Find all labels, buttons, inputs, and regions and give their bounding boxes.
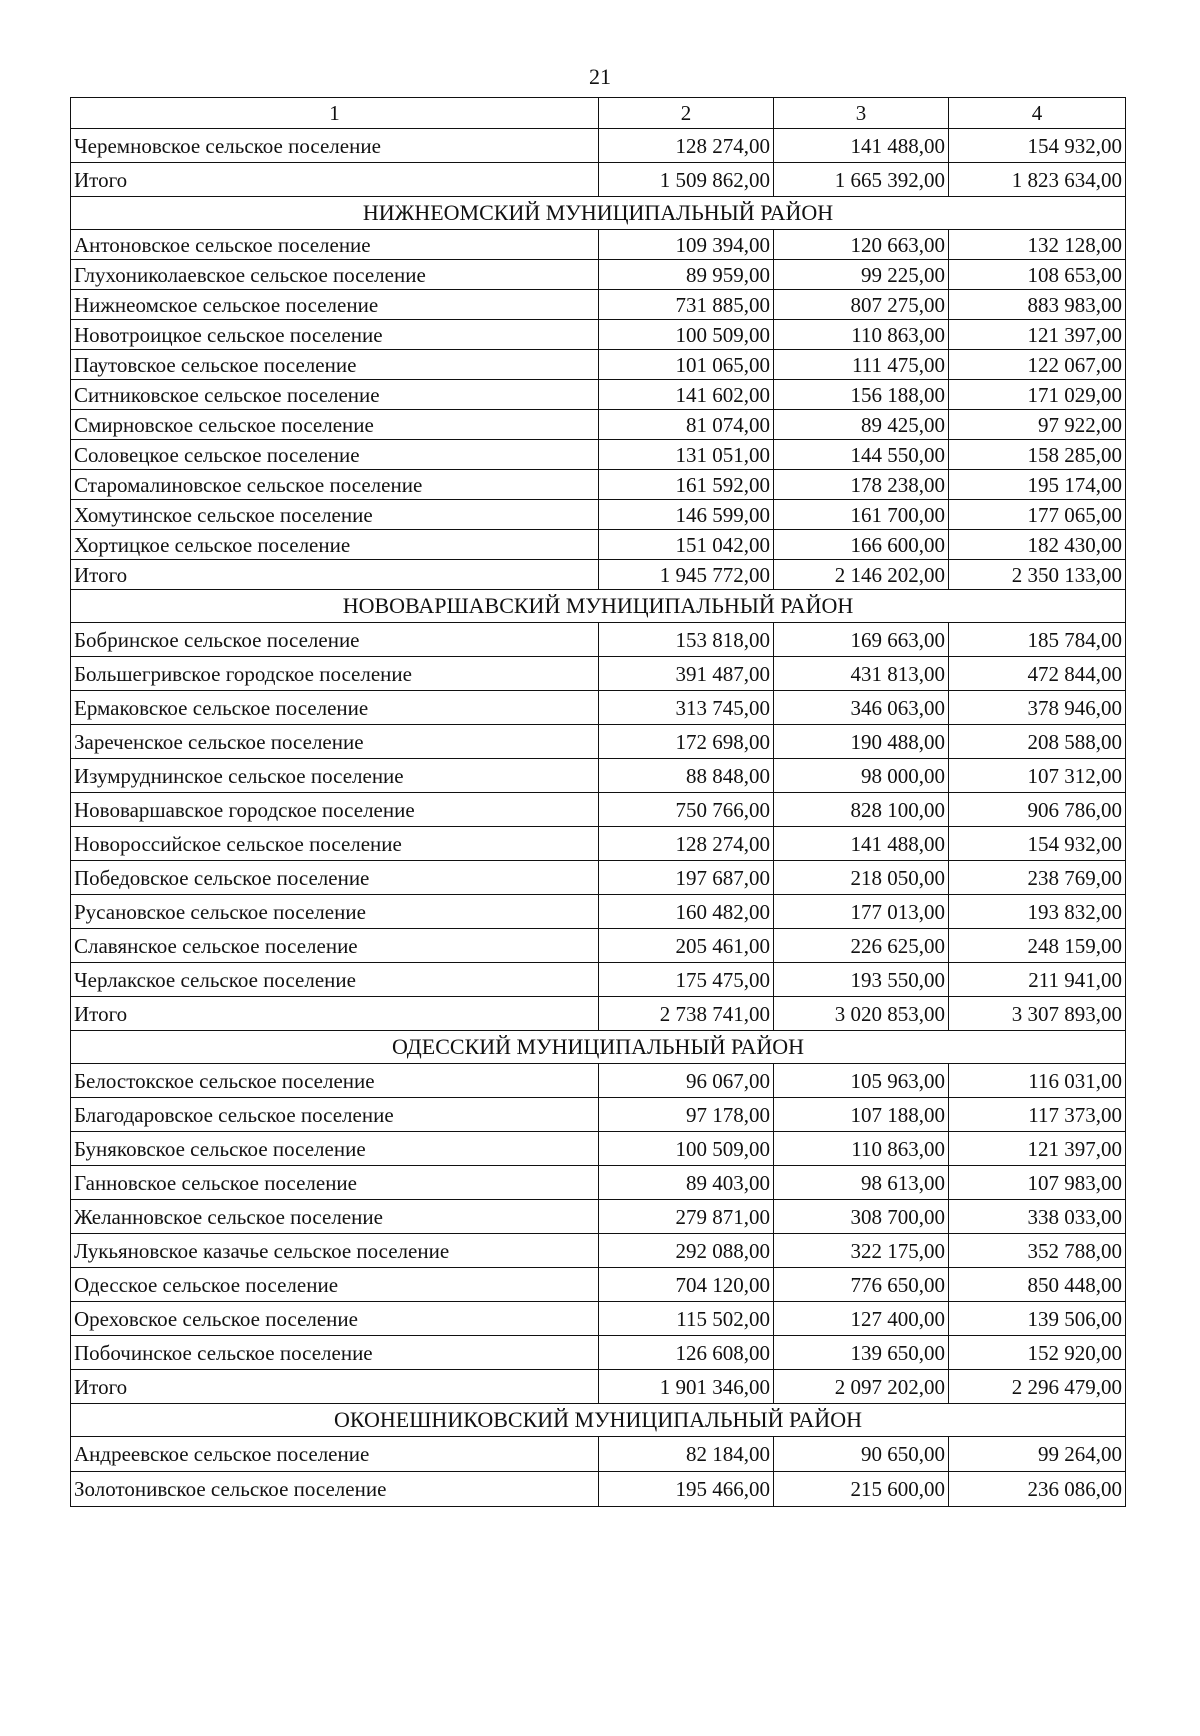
total-col2: 1 509 862,00 (599, 163, 774, 197)
value-col4: 158 285,00 (949, 440, 1126, 470)
table-row (71, 129, 1126, 163)
table-row (71, 725, 1126, 759)
table-row (71, 963, 1126, 997)
total-col2: 1 901 346,00 (599, 1370, 774, 1404)
value-col2: 704 120,00 (599, 1268, 774, 1302)
value-col3: 215 600,00 (774, 1472, 949, 1507)
table-row (71, 1200, 1126, 1234)
value-col4: 195 174,00 (949, 470, 1126, 500)
value-col2: 195 466,00 (599, 1472, 774, 1507)
district-header-row (71, 197, 1126, 230)
value-col4: 182 430,00 (949, 530, 1126, 560)
value-col2: 128 274,00 (599, 827, 774, 861)
value-col4: 208 588,00 (949, 725, 1126, 759)
value-col2: 81 074,00 (599, 410, 774, 440)
settlement-name: Зареченское сельское поселение (71, 725, 599, 759)
district-title: ОКОНЕШНИКОВСКИЙ МУНИЦИПАЛЬНЫЙ РАЙОН (71, 1404, 1126, 1437)
total-col2: 2 738 741,00 (599, 997, 774, 1031)
total-label: Итого (71, 163, 599, 197)
column-header-row (71, 98, 1126, 129)
table-row (71, 1166, 1126, 1200)
value-col3: 807 275,00 (774, 290, 949, 320)
table-row (71, 230, 1126, 260)
settlement-name: Старомалиновское сельское поселение (71, 470, 599, 500)
value-col4: 238 769,00 (949, 861, 1126, 895)
total-col4: 2 350 133,00 (949, 560, 1126, 590)
value-col2: 153 818,00 (599, 623, 774, 657)
settlement-name: Ореховское сельское поселение (71, 1302, 599, 1336)
value-col3: 111 475,00 (774, 350, 949, 380)
value-col3: 99 225,00 (774, 260, 949, 290)
value-col4: 352 788,00 (949, 1234, 1126, 1268)
value-col4: 121 397,00 (949, 320, 1126, 350)
value-col4: 883 983,00 (949, 290, 1126, 320)
table-row (71, 1336, 1126, 1370)
value-col2: 126 608,00 (599, 1336, 774, 1370)
value-col3: 161 700,00 (774, 500, 949, 530)
value-col4: 850 448,00 (949, 1268, 1126, 1302)
table-row (71, 793, 1126, 827)
settlement-name: Новотроицкое сельское поселение (71, 320, 599, 350)
table-row (71, 895, 1126, 929)
value-col3: 346 063,00 (774, 691, 949, 725)
value-col3: 89 425,00 (774, 410, 949, 440)
value-col4: 122 067,00 (949, 350, 1126, 380)
settlement-name: Белостокское сельское поселение (71, 1064, 599, 1098)
value-col3: 110 863,00 (774, 320, 949, 350)
value-col3: 98 613,00 (774, 1166, 949, 1200)
table-row (71, 350, 1126, 380)
value-col2: 160 482,00 (599, 895, 774, 929)
settlement-name: Ситниковское сельское поселение (71, 380, 599, 410)
table-row (71, 530, 1126, 560)
settlement-name: Одесское сельское поселение (71, 1268, 599, 1302)
settlement-name: Нижнеомское сельское поселение (71, 290, 599, 320)
total-col3: 3 020 853,00 (774, 997, 949, 1031)
value-col2: 205 461,00 (599, 929, 774, 963)
table-row (71, 1472, 1126, 1507)
total-col4: 3 307 893,00 (949, 997, 1126, 1031)
settlement-name: Побочинское сельское поселение (71, 1336, 599, 1370)
value-col3: 776 650,00 (774, 1268, 949, 1302)
district-header-row (71, 1031, 1126, 1064)
total-col4: 2 296 479,00 (949, 1370, 1126, 1404)
value-col2: 128 274,00 (599, 129, 774, 163)
total-col2: 1 945 772,00 (599, 560, 774, 590)
value-col3: 120 663,00 (774, 230, 949, 260)
settlement-name: Славянское сельское поселение (71, 929, 599, 963)
value-col4: 107 983,00 (949, 1166, 1126, 1200)
column-header: 1 (71, 98, 599, 129)
value-col3: 190 488,00 (774, 725, 949, 759)
column-header: 4 (949, 98, 1126, 129)
total-row (71, 1370, 1126, 1404)
settlement-name: Нововаршавское городское поселение (71, 793, 599, 827)
value-col4: 154 932,00 (949, 827, 1126, 861)
settlement-name: Бобринское сельское поселение (71, 623, 599, 657)
value-col3: 178 238,00 (774, 470, 949, 500)
table-row (71, 410, 1126, 440)
value-col4: 211 941,00 (949, 963, 1126, 997)
value-col2: 292 088,00 (599, 1234, 774, 1268)
settlement-name: Желанновское сельское поселение (71, 1200, 599, 1234)
value-col3: 177 013,00 (774, 895, 949, 929)
district-title: НОВОВАРШАВСКИЙ МУНИЦИПАЛЬНЫЙ РАЙОН (71, 590, 1126, 623)
column-header: 2 (599, 98, 774, 129)
value-col4: 107 312,00 (949, 759, 1126, 793)
value-col2: 109 394,00 (599, 230, 774, 260)
value-col4: 97 922,00 (949, 410, 1126, 440)
table-row (71, 1132, 1126, 1166)
value-col2: 96 067,00 (599, 1064, 774, 1098)
value-col4: 193 832,00 (949, 895, 1126, 929)
settlement-name: Черемновское сельское поселение (71, 129, 599, 163)
value-col2: 115 502,00 (599, 1302, 774, 1336)
settlement-name: Буняковское сельское поселение (71, 1132, 599, 1166)
district-title: ОДЕССКИЙ МУНИЦИПАЛЬНЫЙ РАЙОН (71, 1031, 1126, 1064)
table-row (71, 1302, 1126, 1336)
total-col3: 2 097 202,00 (774, 1370, 949, 1404)
value-col2: 197 687,00 (599, 861, 774, 895)
value-col2: 146 599,00 (599, 500, 774, 530)
value-col3: 110 863,00 (774, 1132, 949, 1166)
value-col3: 322 175,00 (774, 1234, 949, 1268)
settlement-name: Антоновское сельское поселение (71, 230, 599, 260)
value-col2: 89 403,00 (599, 1166, 774, 1200)
settlement-name: Русановское сельское поселение (71, 895, 599, 929)
table-row (71, 759, 1126, 793)
table-row (71, 929, 1126, 963)
value-col2: 88 848,00 (599, 759, 774, 793)
settlement-name: Черлакское сельское поселение (71, 963, 599, 997)
table-row (71, 470, 1126, 500)
value-col4: 378 946,00 (949, 691, 1126, 725)
value-col3: 98 000,00 (774, 759, 949, 793)
settlement-name: Глухониколаевское сельское поселение (71, 260, 599, 290)
table-row (71, 1098, 1126, 1132)
total-col3: 1 665 392,00 (774, 163, 949, 197)
value-col3: 156 188,00 (774, 380, 949, 410)
value-col2: 175 475,00 (599, 963, 774, 997)
settlement-name: Хомутинское сельское поселение (71, 500, 599, 530)
value-col4: 99 264,00 (949, 1437, 1126, 1472)
total-row (71, 163, 1126, 197)
value-col4: 117 373,00 (949, 1098, 1126, 1132)
value-col3: 193 550,00 (774, 963, 949, 997)
value-col3: 141 488,00 (774, 827, 949, 861)
settlement-name: Победовское сельское поселение (71, 861, 599, 895)
budget-table (70, 97, 1126, 1507)
value-col3: 431 813,00 (774, 657, 949, 691)
value-col2: 82 184,00 (599, 1437, 774, 1472)
settlement-name: Новороссийское сельское поселение (71, 827, 599, 861)
district-title: НИЖНЕОМСКИЙ МУНИЦИПАЛЬНЫЙ РАЙОН (71, 197, 1126, 230)
value-col2: 100 509,00 (599, 320, 774, 350)
table-row (71, 691, 1126, 725)
value-col4: 132 128,00 (949, 230, 1126, 260)
value-col3: 105 963,00 (774, 1064, 949, 1098)
table-row (71, 1268, 1126, 1302)
value-col2: 750 766,00 (599, 793, 774, 827)
value-col3: 308 700,00 (774, 1200, 949, 1234)
settlement-name: Андреевское сельское поселение (71, 1437, 599, 1472)
total-label: Итого (71, 997, 599, 1031)
value-col3: 141 488,00 (774, 129, 949, 163)
table-row (71, 500, 1126, 530)
district-header-row (71, 590, 1126, 623)
value-col3: 127 400,00 (774, 1302, 949, 1336)
value-col2: 313 745,00 (599, 691, 774, 725)
value-col2: 161 592,00 (599, 470, 774, 500)
value-col4: 906 786,00 (949, 793, 1126, 827)
value-col4: 152 920,00 (949, 1336, 1126, 1370)
table-row (71, 1437, 1126, 1472)
total-label: Итого (71, 560, 599, 590)
table-row (71, 861, 1126, 895)
total-row (71, 997, 1126, 1031)
value-col2: 141 602,00 (599, 380, 774, 410)
value-col4: 177 065,00 (949, 500, 1126, 530)
value-col3: 139 650,00 (774, 1336, 949, 1370)
settlement-name: Паутовское сельское поселение (71, 350, 599, 380)
value-col3: 226 625,00 (774, 929, 949, 963)
value-col2: 172 698,00 (599, 725, 774, 759)
value-col2: 731 885,00 (599, 290, 774, 320)
value-col2: 100 509,00 (599, 1132, 774, 1166)
value-col3: 144 550,00 (774, 440, 949, 470)
value-col4: 248 159,00 (949, 929, 1126, 963)
settlement-name: Ганновское сельское поселение (71, 1166, 599, 1200)
value-col4: 116 031,00 (949, 1064, 1126, 1098)
total-col4: 1 823 634,00 (949, 163, 1126, 197)
value-col2: 131 051,00 (599, 440, 774, 470)
value-col4: 121 397,00 (949, 1132, 1126, 1166)
table-row (71, 1064, 1126, 1098)
settlement-name: Соловецкое сельское поселение (71, 440, 599, 470)
table-row (71, 320, 1126, 350)
value-col3: 169 663,00 (774, 623, 949, 657)
column-header: 3 (774, 98, 949, 129)
table-row (71, 1234, 1126, 1268)
table-row (71, 260, 1126, 290)
settlement-name: Большегривское городское поселение (71, 657, 599, 691)
value-col3: 90 650,00 (774, 1437, 949, 1472)
value-col3: 218 050,00 (774, 861, 949, 895)
total-row (71, 560, 1126, 590)
value-col4: 472 844,00 (949, 657, 1126, 691)
value-col2: 101 065,00 (599, 350, 774, 380)
settlement-name: Хортицкое сельское поселение (71, 530, 599, 560)
value-col2: 279 871,00 (599, 1200, 774, 1234)
table-row (71, 440, 1126, 470)
settlement-name: Лукьяновское казачье сельское поселение (71, 1234, 599, 1268)
table-row (71, 290, 1126, 320)
value-col2: 97 178,00 (599, 1098, 774, 1132)
value-col3: 107 188,00 (774, 1098, 949, 1132)
page-number: 21 (589, 64, 611, 89)
value-col4: 139 506,00 (949, 1302, 1126, 1336)
value-col4: 185 784,00 (949, 623, 1126, 657)
settlement-name: Смирновское сельское поселение (71, 410, 599, 440)
value-col4: 154 932,00 (949, 129, 1126, 163)
settlement-name: Золотонивское сельское поселение (71, 1472, 599, 1507)
total-col3: 2 146 202,00 (774, 560, 949, 590)
settlement-name: Ермаковское сельское поселение (71, 691, 599, 725)
value-col2: 391 487,00 (599, 657, 774, 691)
value-col4: 338 033,00 (949, 1200, 1126, 1234)
table-row (71, 623, 1126, 657)
settlement-name: Благодаровское сельское поселение (71, 1098, 599, 1132)
district-header-row (71, 1404, 1126, 1437)
table-row (71, 380, 1126, 410)
settlement-name: Изумруднинское сельское поселение (71, 759, 599, 793)
value-col3: 166 600,00 (774, 530, 949, 560)
value-col4: 108 653,00 (949, 260, 1126, 290)
table-row (71, 827, 1126, 861)
value-col4: 236 086,00 (949, 1472, 1126, 1507)
value-col2: 151 042,00 (599, 530, 774, 560)
total-label: Итого (71, 1370, 599, 1404)
value-col2: 89 959,00 (599, 260, 774, 290)
value-col3: 828 100,00 (774, 793, 949, 827)
value-col4: 171 029,00 (949, 380, 1126, 410)
table-row (71, 657, 1126, 691)
